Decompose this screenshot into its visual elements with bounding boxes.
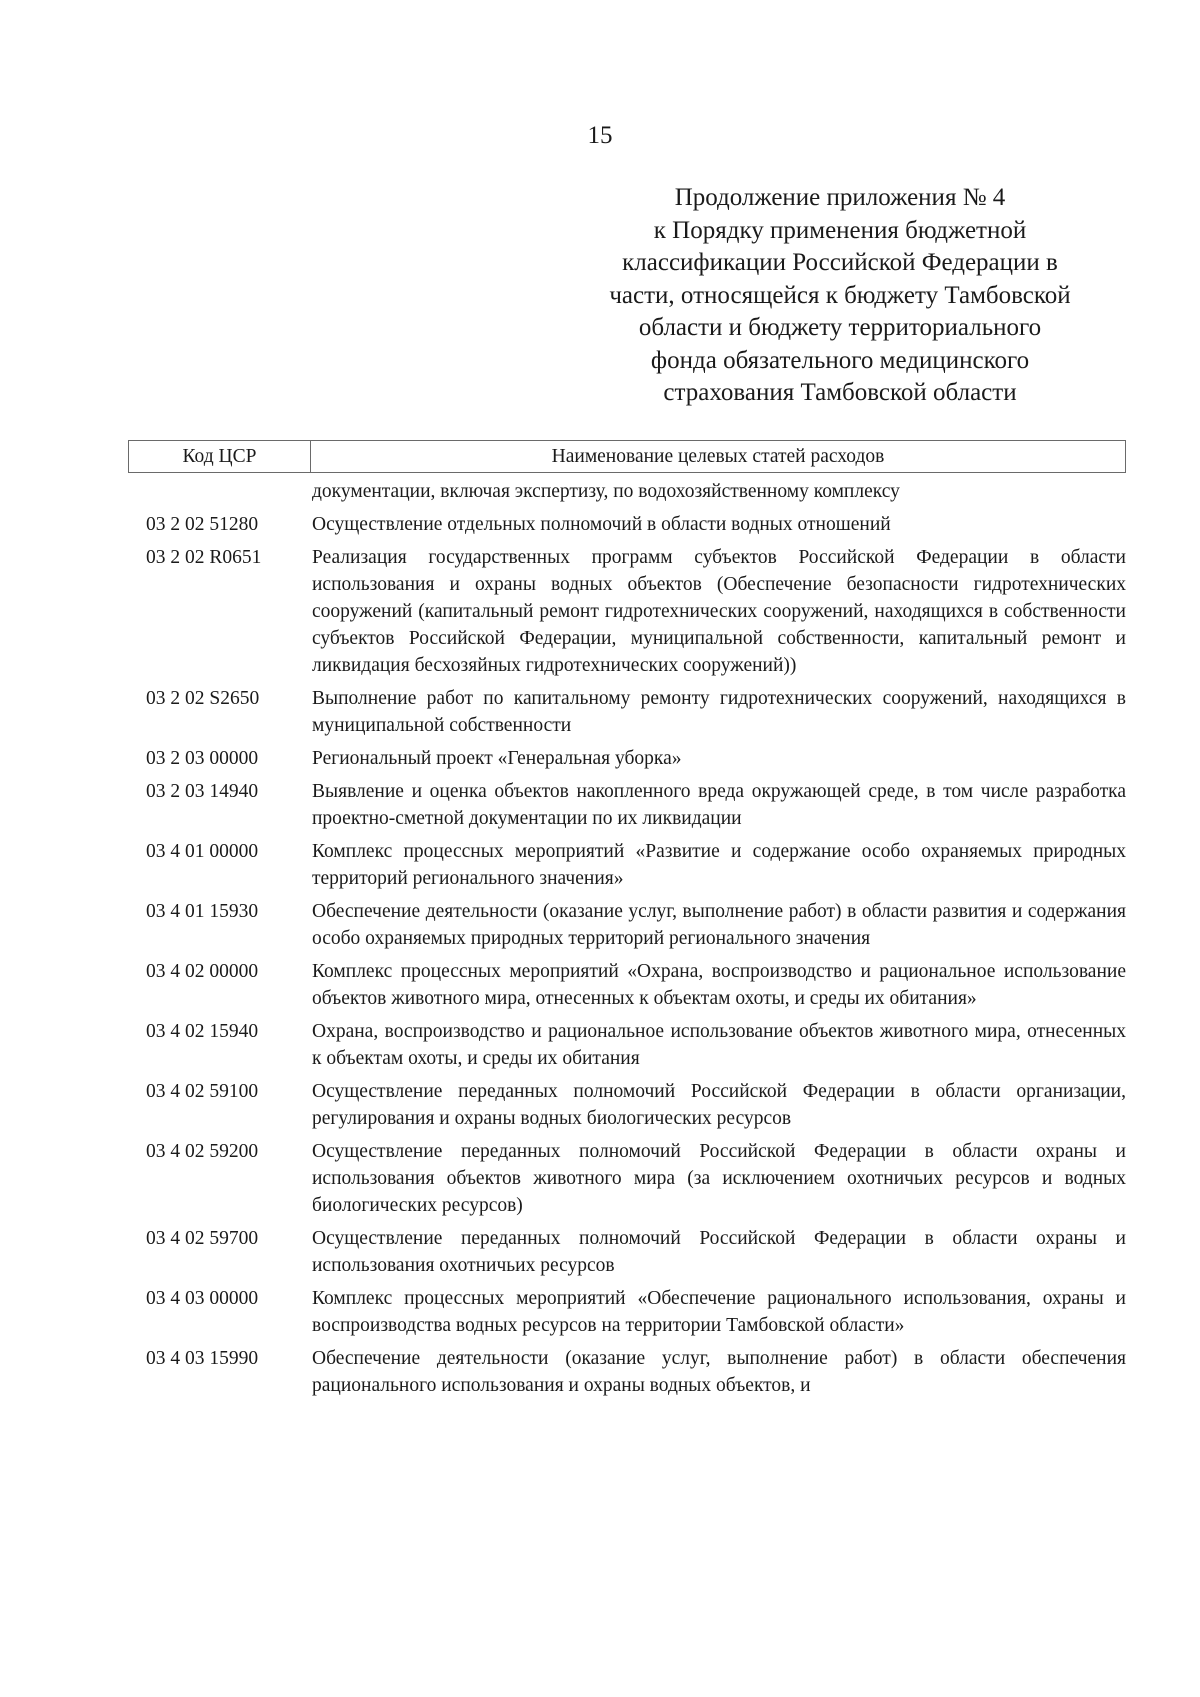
row-code: 03 2 03 14940: [146, 781, 259, 802]
row-code: 03 4 02 59200: [146, 1141, 259, 1162]
table-row: [0, 958, 1200, 1012]
header-line: Продолжение приложения № 4: [674, 184, 1006, 211]
table-row: [0, 838, 1200, 892]
row-name: Обеспечение деятельности (оказание услуг, выполнение работ) в области развития и содержания особо охраняемых природных территорий регионального значения: [312, 901, 1126, 949]
table-row: [0, 898, 1200, 952]
row-code: 03 4 01 00000: [146, 841, 259, 862]
row-name: Комплекс процессных мероприятий «Охрана, воспроизводство и рациональное использование объектов животного мира, отнесенных к объектам охоты, и среды их обитания»: [312, 961, 1126, 1009]
row-name: Комплекс процессных мероприятий «Развитие и содержание особо охраняемых природных территорий регионального значения»: [312, 841, 1126, 889]
appendix-header: [580, 182, 1100, 410]
table-row: [0, 1225, 1200, 1279]
row-name: Выполнение работ по капитальному ремонту гидротехнических сооружений, находящихся в муниципальной собственности: [312, 688, 1126, 736]
table-row: [0, 544, 1200, 679]
table-row: [0, 745, 1200, 772]
row-code: 03 2 02 R0651: [146, 547, 262, 568]
row-code: 03 4 03 15990: [146, 1348, 259, 1369]
row-name: документации, включая экспертизу, по водохозяйственному комплексу: [312, 481, 900, 502]
column-header-name: Наименование целевых статей расходов: [311, 440, 1126, 473]
row-code: 03 2 03 00000: [146, 748, 259, 769]
header-line: страхования Тамбовской области: [663, 379, 1017, 406]
table-row: [0, 1078, 1200, 1132]
row-code: 03 4 03 00000: [146, 1288, 259, 1309]
row-name: Осуществление переданных полномочий Российской Федерации в области охраны и использования объектов животного мира (за исключением охотничьих ресурсов и водных биологических ресурсов): [312, 1141, 1126, 1216]
header-line: к Порядку применения бюджетной: [653, 216, 1027, 244]
page-number: 15: [587, 122, 613, 149]
table-body: [0, 478, 1200, 1405]
row-name: Обеспечение деятельности (оказание услуг, выполнение работ) в области обеспечения рационального использования и охраны водных объектов, и: [312, 1348, 1126, 1396]
row-name: Осуществление отдельных полномочий в области водных отношений: [312, 514, 891, 535]
row-name: Охрана, воспроизводство и рациональное использование объектов животного мира, отнесенных к объектам охоты, и среды их обитания: [312, 1021, 1126, 1069]
header-line: классификации Российской Федерации в: [622, 249, 1058, 276]
row-name: Осуществление переданных полномочий Российской Федерации в области организации, регулирования и охраны водных биологических ресурсов: [312, 1081, 1126, 1129]
row-code: 03 2 02 S2650: [146, 688, 260, 709]
header-line: фонда обязательного медицинского: [650, 346, 1030, 374]
header-line: области и бюджету территориального: [638, 314, 1042, 341]
row-name: Выявление и оценка объектов накопленного вреда окружающей среде, в том числе разработка проектно-сметной документации по их ликвидации: [312, 781, 1126, 829]
row-code: 03 4 02 15940: [146, 1021, 259, 1042]
table-header: [128, 440, 1126, 473]
table-row: [0, 511, 1200, 538]
column-header-code: Код ЦСР: [128, 440, 311, 473]
row-name: Комплекс процессных мероприятий «Обеспечение рационального использования, охраны и воспроизводства водных ресурсов на территории Тамбовской области»: [312, 1288, 1126, 1336]
table-row: [0, 778, 1200, 832]
table-row: [0, 1018, 1200, 1072]
header-line: части, относящейся к бюджету Тамбовской: [609, 281, 1071, 309]
row-code: 03 4 02 59700: [146, 1228, 259, 1249]
table-row: [0, 1285, 1200, 1339]
row-code: 03 2 02 51280: [146, 514, 259, 535]
row-code: 03 4 02 59100: [146, 1081, 259, 1102]
row-code: 03 4 02 00000: [146, 961, 259, 982]
row-name: Реализация государственных программ субъектов Российской Федерации в области использования и охраны водных объектов (Обеспечение безопасности гидротехнических сооружений (капитальный ремонт гидротехнических сооружений, находящихся в собственности субъектов Российской Федерации, муниципальной собственности, капитальный ремонт и ликвидация бесхозяйных гидротехнических сооружений)): [312, 547, 1126, 676]
row-code: 03 4 01 15930: [146, 901, 259, 922]
table-row: [0, 478, 1200, 505]
table-row: [0, 1138, 1200, 1219]
row-name: Осуществление переданных полномочий Российской Федерации в области охраны и использования охотничьих ресурсов: [312, 1228, 1126, 1276]
row-name: Региональный проект «Генеральная уборка»: [312, 748, 682, 769]
table-row: [0, 685, 1200, 739]
table-row: [0, 1345, 1200, 1399]
